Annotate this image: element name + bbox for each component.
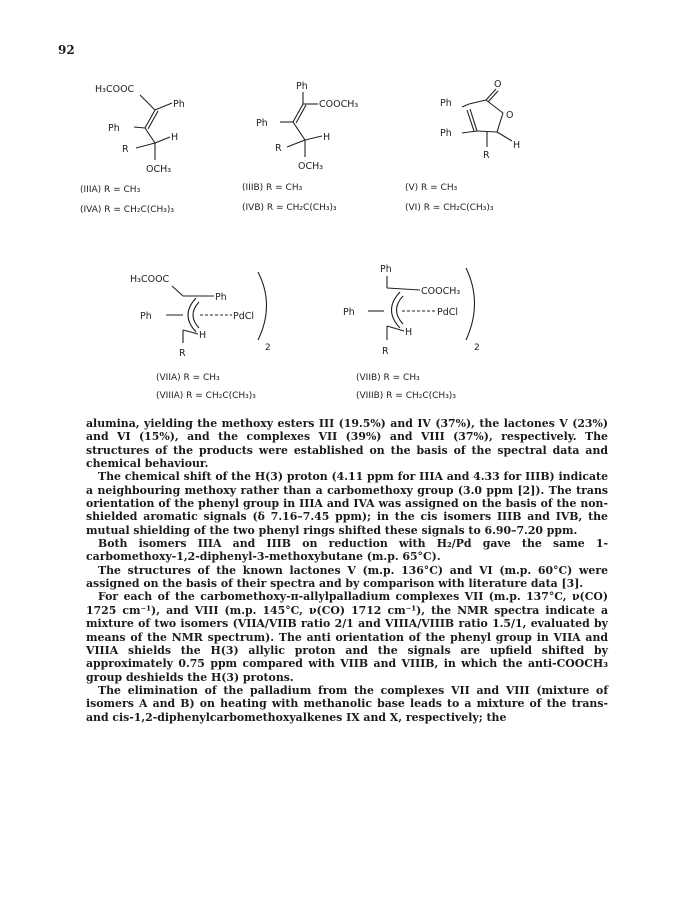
- structure-complex-viib-viiib: [343, 264, 480, 401]
- ester-label: COOCH₃: [421, 286, 461, 297]
- paragraph: Both isomers IIIA and IIIB on reduction with H₂/Pd gave the same 1-carbomethoxy-1,2-diphenyl-3-methoxybutane (m.p. 65°C).: [86, 537, 608, 564]
- methoxy-label: OCH₃: [146, 164, 172, 175]
- compound-label: (IVA) R = CH₂C(CH₃)₃: [80, 205, 175, 215]
- reaction-structures: [0, 0, 683, 415]
- r-group-label: R: [483, 150, 490, 161]
- phenyl-label: Ph: [296, 81, 308, 92]
- phenyl-label: Ph: [440, 128, 452, 139]
- oxygen-label: O: [494, 79, 502, 90]
- hydrogen-label: H: [405, 327, 413, 338]
- structure-lactones-v-vi: [405, 79, 520, 213]
- structure-iiia-iva: [80, 84, 185, 215]
- compound-label: (V) R = CH₃: [405, 183, 458, 193]
- hydrogen-label: H: [199, 330, 207, 341]
- oxygen-label: O: [506, 110, 514, 121]
- structure-complex-viia-viiia: [130, 272, 271, 401]
- r-group-label: R: [179, 348, 186, 359]
- phenyl-label: Ph: [215, 292, 227, 303]
- phenyl-label: Ph: [173, 99, 185, 110]
- hydrogen-label: H: [171, 132, 179, 143]
- pdcl-label: PdCl: [233, 311, 255, 322]
- phenyl-label: Ph: [380, 264, 392, 275]
- compound-label: (VI) R = CH₂C(CH₃)₃: [405, 203, 494, 213]
- paragraph: For each of the carbomethoxy-π-allylpalladium complexes VII (m.p. 137°C, ν(CO) 1725 cm⁻¹), and VIII (m.p. 145°C, ν(CO) 1712 cm⁻¹), the NMR spectra indicate a mixture of two isomers (VIIA/VIIB ratio 2/1 and VIIIA/VIIIB ratio 1.5/1, evaluated by means of the NMR spectrum). The anti orientation of the phenyl group in VIIA and VIIIA shields the H(3) allylic proton and the signals are upfield shifted by approximately 0.75 ppm compared with VIIB and VIIIB, in which the anti-COOCH₃ group deshields the H(3) protons.: [86, 590, 608, 684]
- page-number: 92: [58, 43, 75, 57]
- phenyl-label: Ph: [343, 307, 355, 318]
- body-text: [86, 417, 608, 724]
- structure-iiib-ivb: [242, 81, 358, 213]
- hydrogen-label: H: [323, 132, 331, 143]
- paragraph: alumina, yielding the methoxy esters III (19.5%) and IV (37%), the lactones V (23%) and VI (15%), and the complexes VII (39%) and VIII (37%), respectively. The structures of the products were established on the basis of the spectral data and chemical behaviour.: [86, 417, 608, 471]
- compound-label: (IIIA) R = CH₃: [80, 185, 141, 195]
- r-group-label: R: [382, 346, 389, 357]
- paragraph: The structures of the known lactones V (m.p. 136°C) and VI (m.p. 60°C) were assigned on the basis of their spectra and by comparison with literature data [3].: [86, 563, 608, 591]
- paragraph: The elimination of the palladium from the complexes VII and VIII (mixture of isomers A and B) on heating with methanolic base leads to a mixture of the trans- and cis-1,2-diphenylcarbomethoxyalkenes IX and X, respectively; the: [86, 683, 608, 724]
- compound-label: (VIIA) R = CH₃: [156, 373, 220, 383]
- phenyl-label: Ph: [108, 123, 120, 134]
- pdcl-label: PdCl: [437, 307, 459, 318]
- hydrogen-label: H: [513, 140, 521, 151]
- ester-label: H₃COOC: [130, 274, 170, 285]
- paragraph: The chemical shift of the H(3) proton (4.11 ppm for IIIA and 4.33 for IIIB) indicate a neighbouring methoxy rather than a carbomethoxy group (3.0 ppm [2]). The trans orientation of the phenyl group in IIIA and IVA was assigned on the basis of the non-shielded aromatic signals (δ 7.16–7.45 ppm); in the cis isomers IIIB and IVB, the mutual shielding of the two phenyl rings shifted these signals to 6.90–7.20 ppm.: [86, 470, 608, 537]
- r-group-label: R: [275, 143, 282, 154]
- subscript-label: 2: [265, 343, 271, 353]
- compound-label: (IVB) R = CH₂C(CH₃)₃: [242, 203, 337, 213]
- methoxy-label: OCH₃: [298, 161, 324, 172]
- compound-label: (IIIB) R = CH₃: [242, 183, 303, 193]
- subscript-label: 2: [474, 343, 480, 353]
- phenyl-label: Ph: [140, 311, 152, 322]
- compound-label: (VIIIB) R = CH₂C(CH₃)₃: [356, 391, 456, 401]
- ester-label: H₃COOC: [95, 84, 135, 95]
- compound-label: (VIIIA) R = CH₂C(CH₃)₃: [156, 391, 256, 401]
- r-group-label: R: [122, 144, 129, 155]
- phenyl-label: Ph: [256, 118, 268, 129]
- phenyl-label: Ph: [440, 98, 452, 109]
- ester-label: COOCH₃: [319, 99, 359, 110]
- compound-label: (VIIB) R = CH₃: [356, 373, 420, 383]
